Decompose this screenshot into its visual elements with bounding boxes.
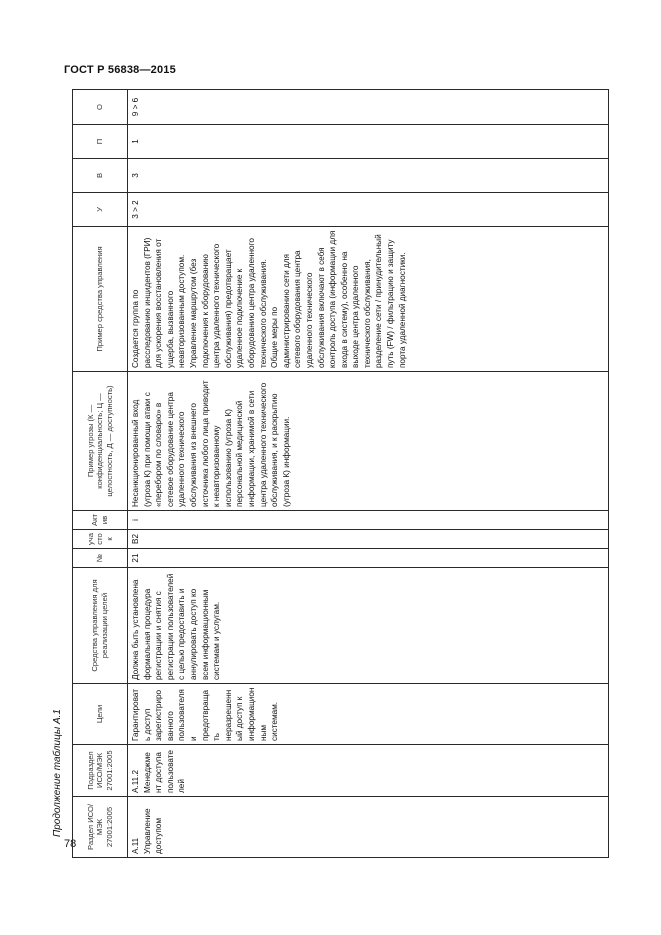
header-cell-controls: Средства управления для реализации целей — [73, 568, 128, 684]
header-cell-u: У — [73, 193, 128, 227]
header-cell-asset: Актив — [73, 511, 128, 530]
header-cell-number: № — [73, 549, 128, 568]
cell-u: 3 > 2 — [128, 193, 609, 227]
header-cell-subsection: Подраздел ИСО/МЭК 27001:2005 — [73, 745, 128, 797]
cell-control-example: Создается группа по расследованию инцидентов (ГРИ) для ускорения восстановления от ущерба, вызванного неавторизованным доступом. Управление маршрутом (без подключения к оборудованию центра удаленного технического обслуживания) предотвращает удаленное подключение к оборудованию центра удаленного технического обслуживания. Общие меры по администрированию сети для сетевого оборудования центра удаленного технического обслуживания включают в себя контроль доступа (информации для входа в систему), особенно на выходе центра удаленного технического обслуживания, разделение сети / принудительный путь (FW) / фильтрацию и защиту порта удаленной диагностики. — [128, 227, 609, 372]
header-cell-v: В — [73, 159, 128, 193]
header-cell-o: О — [73, 90, 128, 125]
cell-o: 9 > 6 — [128, 90, 609, 125]
threat-control-table — [72, 89, 609, 858]
page-number: 78 — [64, 838, 77, 850]
header-cell-p: П — [73, 125, 128, 159]
cell-subsection: А.11.2 Менеджмент доступа пользователей — [128, 745, 609, 797]
cell-v: 3 — [128, 159, 609, 193]
header-cell-threat-example: Пример угрозы (К — конфиденциальность; Ц — целостность, Д — доступность) — [73, 372, 128, 511]
header-cell-control-example: Пример средства управления — [73, 227, 128, 372]
table-header-row — [73, 90, 128, 858]
cell-area: В2 — [128, 530, 609, 549]
cell-p: 1 — [128, 125, 609, 159]
cell-section: А.11 Управление доступом — [128, 797, 609, 858]
table-caption: Продолжение таблицы А.1 — [52, 709, 63, 837]
header-cell-section: Раздел ИСО/МЭК 27001:2005 — [73, 797, 128, 858]
cell-controls: Должна быть установлена формальная процедура регистрации и снятия с регистрации пользователей с целью предоставить и аннулировать доступ ко всем информационным системам и услугам. — [128, 568, 609, 684]
table-row — [128, 90, 609, 858]
cell-goals: Гарантировать доступ зарегистрированного пользователя и предотвращать неразрешенный доступ к информационным системам. — [128, 684, 609, 745]
cell-asset: i — [128, 511, 609, 530]
cell-threat-example: Несанкционированный вход (угроза К) при помощи атаки с «перебором по словарю» в сетевое оборудование центра удаленного технического обслуживания из внешнего источника любого лица приводит к неавторизованному использованию (угроза К) персональной медицинской информации, хранимой в сети центра удаленного технического обслуживания, и к раскрытию (угроза К) информации. — [128, 372, 609, 511]
cell-number: 21 — [128, 549, 609, 568]
document-header: ГОСТ Р 56838—2015 — [64, 64, 176, 76]
header-cell-area: участок — [73, 530, 128, 549]
rotated-table-container — [72, 90, 606, 858]
header-cell-goals: Цели — [73, 684, 128, 745]
